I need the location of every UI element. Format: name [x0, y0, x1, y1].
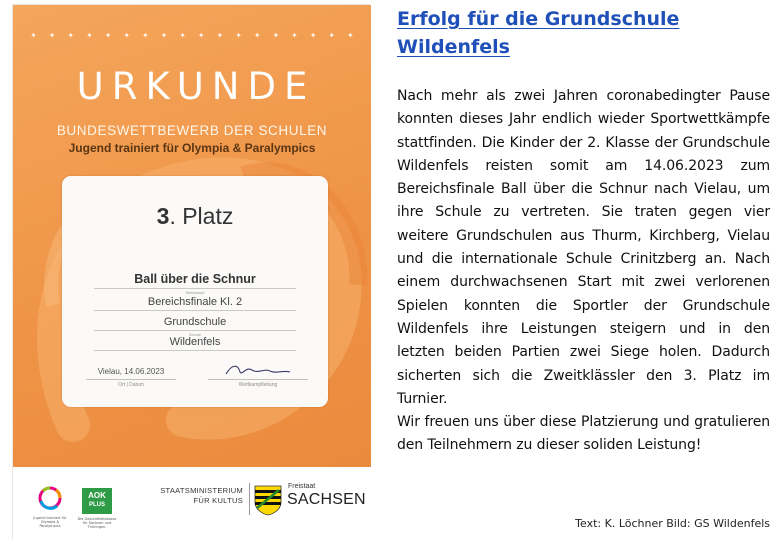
aok-line2: PLUS — [88, 502, 105, 508]
pictogram-icon: ✦ — [253, 31, 261, 40]
pictogram-icon: ✦ — [309, 31, 317, 40]
sponsor-logos — [13, 467, 371, 541]
pictogram-icon: ✦ — [235, 31, 242, 40]
saxony-crest-icon — [253, 484, 283, 516]
field-line — [94, 288, 296, 289]
aok-line1: AOK — [88, 491, 106, 500]
pictogram-icon: ✦ — [123, 31, 131, 40]
pictogram-icon: ✦ — [328, 31, 336, 40]
aok-logo — [82, 488, 112, 514]
freistaat-text: Freistaat — [288, 483, 316, 490]
sport-name: Ball über die Schnur — [134, 272, 256, 286]
certificate-tagline: Jugend trainiert für Olympia & Paralympics — [68, 141, 316, 155]
pictogram-icon: ✦ — [160, 31, 168, 40]
certificate-photo — [12, 4, 370, 540]
pictogram-icon: ✦ — [48, 31, 56, 40]
ministry-line2: FÜR KULTUS — [193, 496, 243, 505]
competition-value: Bereichsfinale Kl. 2 — [147, 296, 243, 308]
pictogram-icon: ✦ — [104, 31, 112, 40]
sachsen-text: SACHSEN — [287, 491, 366, 508]
logo-divider — [249, 483, 250, 515]
certificate-card — [62, 176, 328, 407]
field-line — [94, 330, 296, 331]
certificate-title: URKUNDE — [76, 65, 316, 108]
signature-block — [208, 362, 308, 388]
pictogram-icon: ✦ — [30, 31, 37, 40]
pictogram-icon: ✦ — [86, 31, 93, 40]
school-name-value: Wildenfels — [169, 336, 221, 348]
signature-label: Wettkampfleitung — [238, 382, 278, 388]
pictogram-icon: ✦ — [272, 31, 280, 40]
pictogram-icon: ✦ — [67, 31, 75, 40]
pictogram-icon: ✦ — [216, 31, 224, 40]
article-credits: Text: K. Löchner Bild: GS Wildenfels — [575, 517, 770, 530]
aok-caption: Die Gesundheitskasse für Sachsen und Thüringen. — [77, 517, 117, 529]
sport-pictograms — [29, 31, 355, 40]
field-label-competition: Wettkampf — [185, 290, 205, 295]
certificate-orange-area — [13, 5, 371, 467]
signature-icon — [218, 362, 298, 378]
date-label: Ort | Datum — [118, 382, 144, 388]
article-body — [397, 85, 770, 458]
article-paragraph: Wir freuen uns über diese Platzierung und gratulieren den Teilnehmern zu dieser soliden Leistung! — [397, 414, 770, 454]
ministry-line1: STAATSMINISTERIUM — [160, 486, 243, 495]
date-value: Vielau, 14.06.2023 — [97, 367, 165, 376]
jugend-trainiert-logo — [31, 485, 69, 528]
ministry-logo-text — [145, 486, 243, 506]
article-title: Erfolg für die Grundschule Wildenfels — [397, 8, 680, 58]
placement-word: . Platz — [169, 203, 234, 229]
field-label-school: Schule — [188, 332, 202, 337]
pictogram-icon: ✦ — [179, 31, 186, 40]
pictogram-icon: ✦ — [291, 31, 298, 40]
signature-line — [208, 379, 308, 380]
field-line — [94, 310, 296, 311]
date-block — [86, 367, 176, 388]
pictogram-icon: ✦ — [141, 31, 149, 40]
school-type-value: Grundschule — [163, 316, 227, 328]
certificate-subtitle: BUNDESWETTBEWERB DER SCHULEN — [56, 123, 328, 138]
jt-caption: Jugend trainiert für Olympia & Paralympics — [33, 516, 67, 528]
article-paragraph: Nach mehr als zwei Jahren coronabedingter Pause konnten dieses Jahr endlich wieder Sportwettkämpfe stattfinden. Die Kinder der 2. Klasse der Grundschule Wildenfels reisten somit am 14.06.2023 zum Bereichsfinale Ball über die Schnur nach Vielau, um ihre Schule zu vertreten. Sie traten gegen vier weitere Grundschulen aus Thurm, Kirchberg, Vielau und die internationale Schule Crinitzberg an. Nach einem durchwachsenen Start mit zwei verlorenen Spielen konnten die Sportler der Grundschule Wildenfels ihre Leistungen steigern und in den letzten beiden Partien zwei Siege holen. Dadurch sicherten sich die Zweitklässler den 3. Platz im Turnier. — [397, 88, 770, 407]
pictogram-icon: ✦ — [197, 31, 205, 40]
field-line — [94, 350, 296, 351]
jt-swirl-icon — [37, 485, 63, 511]
date-line — [86, 379, 176, 380]
pictogram-icon: ✦ — [347, 31, 354, 40]
placement-number: 3 — [156, 203, 170, 229]
placement-text — [62, 203, 328, 230]
